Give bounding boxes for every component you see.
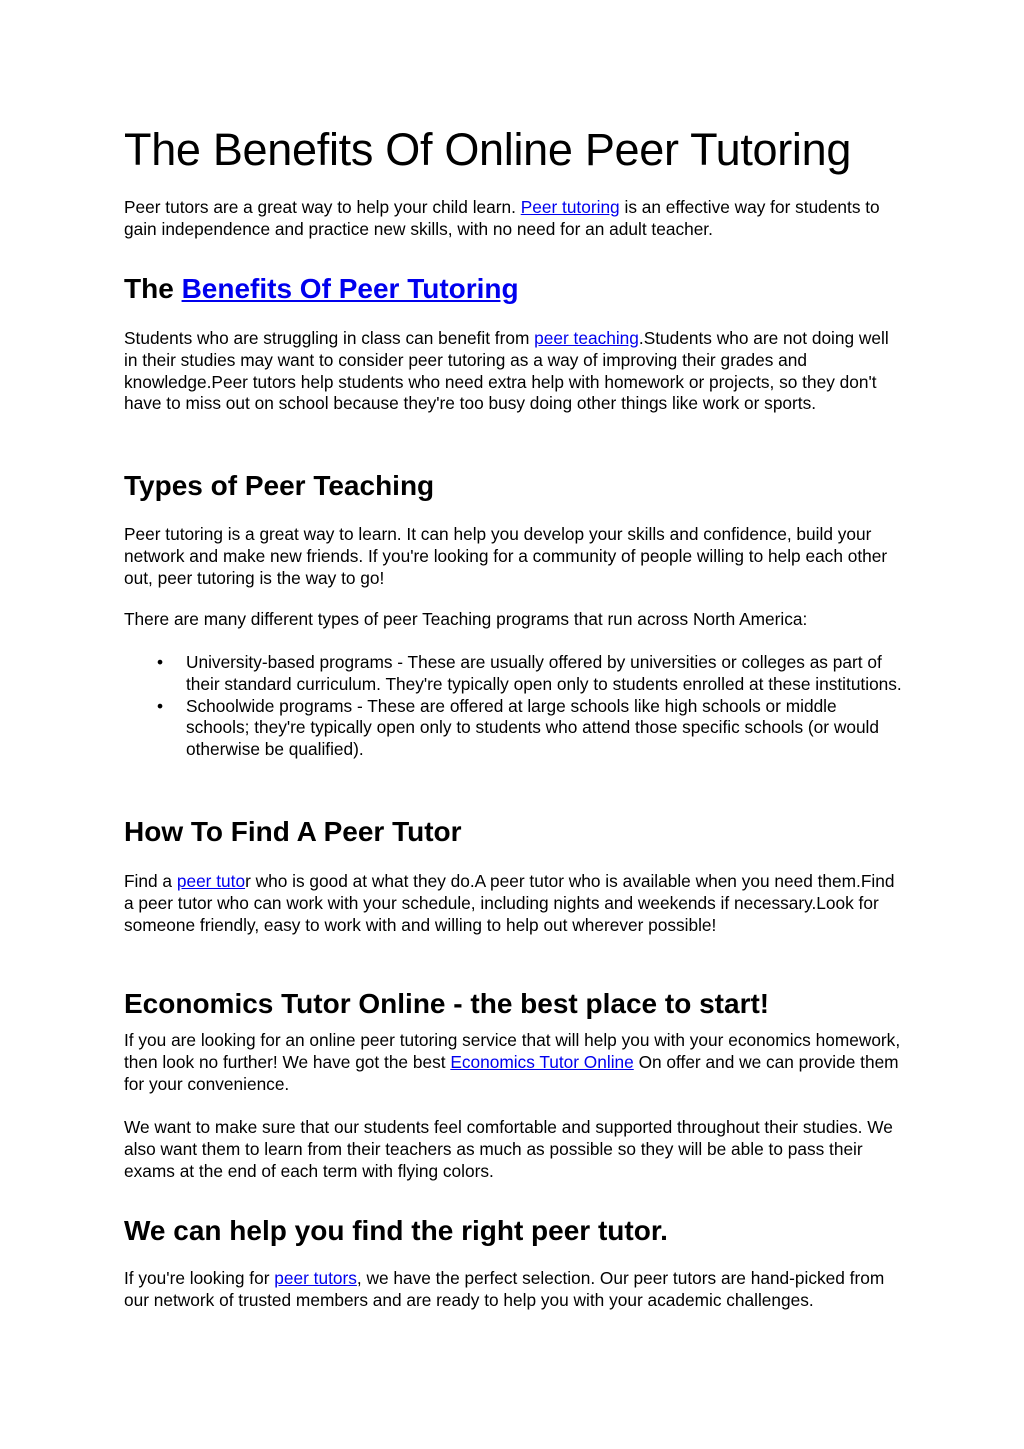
economics-paragraph-1	[124, 1030, 904, 1095]
help-paragraph	[124, 1268, 904, 1312]
help-text-before: If you're looking for	[124, 1268, 275, 1288]
peer-teaching-link[interactable]: peer teaching	[534, 328, 639, 348]
benefits-text-before: Students who are struggling in class can benefit from	[124, 328, 535, 348]
economics-tutor-online-link[interactable]: Economics Tutor Online	[450, 1051, 634, 1072]
program-types-list	[124, 652, 904, 761]
economics-text-after: On offer and we can provide them for your convenience.	[124, 1051, 899, 1094]
help-text-after: , we have the perfect selection. Our peer tutors are hand-picked from our network of trusted members and are ready to help you with your academic challenges.	[124, 1268, 885, 1310]
benefits-paragraph	[124, 328, 904, 415]
types-paragraph-1: Peer tutoring is a great way to learn. It can help you develop your skills and confidence, build your network and make new friends. If you're looking for a community of people willing to help each other out, peer tutoring is the way to go!	[124, 524, 888, 588]
benefits-heading-prefix: The	[124, 273, 182, 304]
peer-tutors-link[interactable]: peer tutors	[274, 1268, 357, 1288]
intro-text-before: Peer tutors are a great way to help your child learn.	[124, 197, 521, 217]
list-item	[124, 696, 904, 761]
find-text-before: Find a	[124, 871, 177, 891]
benefits-text-after: .Students who are not doing well in their studies may want to consider peer tutoring as a way of improving their grades and knowledge.Peer tutors help students who need extra help with homework or projects, so they don't have to miss out on school because they're too busy doing other things like work or sports.	[124, 328, 889, 414]
economics-text-before: If you are looking for an online peer tutoring service that will help you with your economics homework, then look no further! We have got the best	[124, 1030, 901, 1072]
intro-text-after: is an effective way for students to gain independence and practice new skills, with no need for an adult teacher.	[124, 197, 880, 239]
find-text-after: r who is good at what they do.A peer tutor who is available when you need them.Find a peer tutor who can work with your schedule, including nights and weekends if necessary.Look for someone friendly, easy to work with and willing to help out wherever possible!	[124, 871, 895, 935]
benefits-heading	[124, 273, 519, 305]
list-item-text: University-based programs - These are usually offered by universities or colleges as part of their standard curriculum. They're typically open only to students enrolled at these institutions.	[186, 652, 902, 694]
economics-paragraph-2: We want to make sure that our students feel comfortable and supported throughout their studies. We also want them to learn from their teachers as much as possible so they will be able to pass their exams at the end of each term with flying colors.	[124, 1117, 893, 1181]
types-paragraph-2: There are many different types of peer Teaching programs that run across North America:	[124, 609, 808, 629]
peer-tutor-link[interactable]: peer tuto	[176, 871, 246, 891]
economics-heading: Economics Tutor Online - the best place to start!	[124, 988, 770, 1019]
bullet-icon: •	[157, 695, 164, 716]
peer-tutoring-link[interactable]: Peer tutoring	[520, 197, 620, 217]
bullet-icon: •	[157, 652, 164, 672]
page-title: The Benefits Of Online Peer Tutoring	[124, 124, 852, 175]
help-heading: We can help you find the right peer tutor.	[124, 1215, 668, 1246]
list-item	[124, 652, 904, 696]
benefits-of-peer-tutoring-link[interactable]: Benefits Of Peer Tutoring	[181, 273, 519, 304]
types-heading: Types of Peer Teaching	[124, 470, 435, 501]
list-item-text: Schoolwide programs - These are offered at large schools like high schools or middle schools; they're typically open only to students who attend those specific schools (or would otherwise be qualified).	[186, 695, 880, 760]
find-tutor-heading: How To Find A Peer Tutor	[124, 816, 462, 847]
find-tutor-paragraph	[124, 871, 904, 936]
intro-paragraph	[124, 197, 904, 241]
